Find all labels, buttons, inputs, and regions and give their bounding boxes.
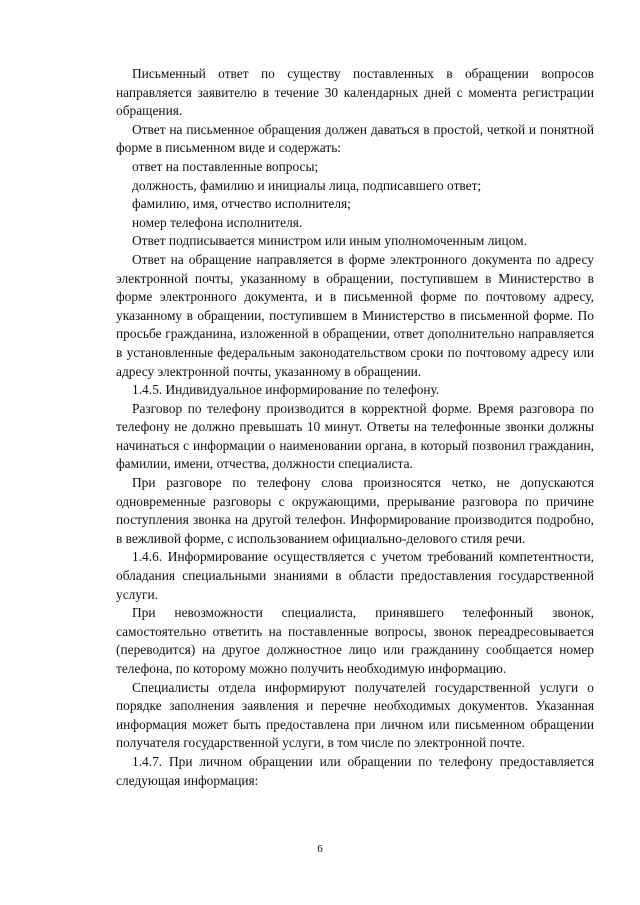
- list-item: ответ на поставленные вопросы;: [132, 158, 319, 174]
- paragraph: Ответ подписывается министром или иным уполномоченным лицом.: [132, 233, 527, 249]
- paragraph: Письменный ответ по существу поставленных в обращении вопросов направляется заявителю в течение 30 календарных дней с момента регистрации обращения.: [116, 66, 594, 119]
- page-number: 6: [317, 843, 323, 855]
- paragraph: Ответ на письменное обращения должен даваться в простой, четкой и понятной форме в письменном виде и содержать:: [116, 121, 594, 156]
- paragraph: При разговоре по телефону слова произносятся четко, не допускаются одновременные разговоры с окружающими, прерывание разговора по причине поступления звонка на другой телефон. Информирование производится подробно, в вежливой форме, с использованием официально-делового стиля речи.: [116, 475, 594, 546]
- list-item: должность, фамилию и инициалы лица, подписавшего ответ;: [132, 177, 482, 193]
- paragraph: 1.4.6. Информирование осуществляется с учетом требований компетентности, обладания специальными знаниями в области предоставления государственной услуги.: [116, 549, 594, 602]
- list-item: фамилию, имя, отчество исполнителя;: [132, 196, 351, 212]
- paragraph: Специалисты отдела информируют получателей государственной услуги о порядке заполнения заявления и перечне необходимых документов. Указанная информация может быть предоставлена при личном или письменном обращении получателя государственной услуги, в том числе по электронной почте.: [116, 679, 594, 751]
- paragraph: Ответ на обращение направляется в форме электронного документа по адресу электронной почты, указанному в обращении, поступившем в Министерство в форме электронного документа, и в письменной форме по почтовому адресу, указанному в обращении, поступившем в Министерство в письменной форме. По просьбе гражданина, изложенной в обращении, ответ дополнительно направляется в установленные федеральным законодательством сроки по почтовому адресу или адресу электронной почты, указанному в обращении.: [116, 251, 594, 379]
- paragraph: При невозможности специалиста, принявшего телефонный звонок, самостоятельно ответить на поставленные вопросы, звонок переадресовывается (переводится) на другое должностное лицо или гражданину сообщается номер телефона, по которому можно получить необходимую информацию.: [116, 605, 594, 676]
- paragraph: Разговор по телефону производится в корректной форме. Время разговора по телефону не должно превышать 10 минут. Ответы на телефонные звонки должны начинаться с информации о наименовании органа, в который позвонил гражданин, фамилии, имени, отчества, должности специалиста.: [116, 400, 594, 472]
- paragraph: 1.4.7. При личном обращении или обращении по телефону предоставляется следующая информация:: [116, 753, 594, 788]
- list-item: номер телефона исполнителя.: [132, 214, 303, 230]
- body-text: [116, 65, 594, 790]
- section-heading: 1.4.5. Индивидуальное информирование по телефону.: [132, 382, 440, 398]
